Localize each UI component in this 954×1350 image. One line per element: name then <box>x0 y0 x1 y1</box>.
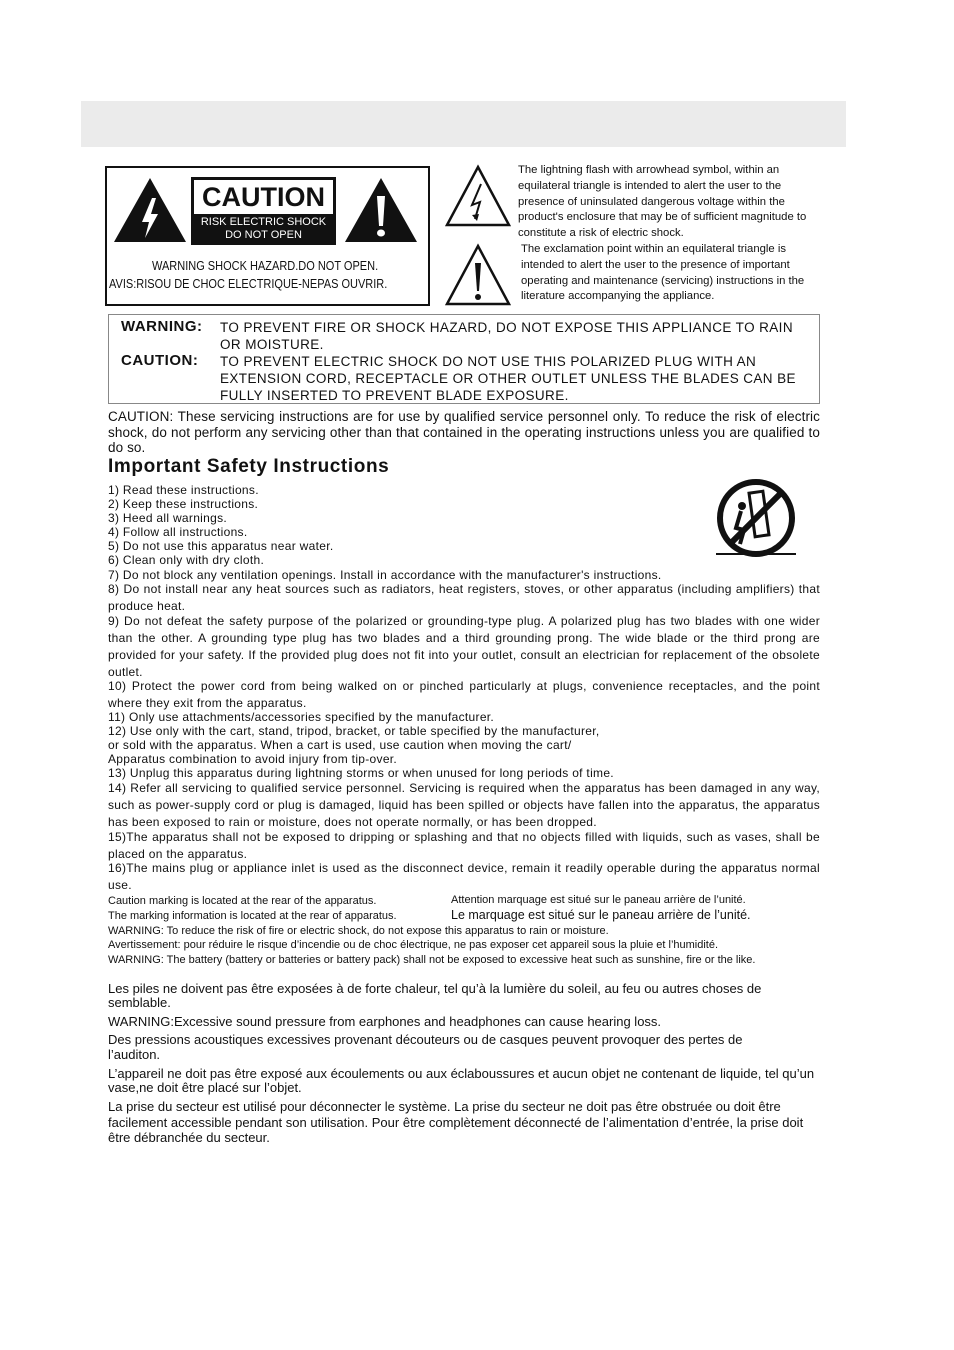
marking-info-fr: Le marquage est situé sur le paneau arrière de l’unité. <box>451 908 751 922</box>
section-title: Important Safety Instructions <box>108 456 390 477</box>
caution-avis-line: AVIS:RISOU DE CHOC ELECTRIQUE-NEPAS OUVRIR. <box>109 277 388 291</box>
warning-box <box>108 314 820 404</box>
pressions-note: Des pressions acoustiques excessives provenant découteurs ou de casques peuvent provoquer des pertes de l’auditon. <box>108 1032 743 1062</box>
instruction-2: 2) Keep these instructions. <box>108 497 259 511</box>
instruction-12c: Apparatus combination to avoid injury from tip-over. <box>108 752 398 766</box>
caution-text: TO PREVENT ELECTRIC SHOCK DO NOT USE THIS POLARIZED PLUG WITH AN EXTENSION CORD, RECEPTACLE OR OTHER OUTLET UNLESS THE BLADES CAN BE FULLY INSERTED TO PREVENT BLADE EXPOSURE. <box>220 354 796 403</box>
instruction-6: 6) Clean only with dry cloth. <box>108 553 265 567</box>
marking-info-en: The marking information is located at the rear of apparatus. <box>108 910 397 922</box>
header-bar <box>81 101 846 147</box>
lightning-warning-icon <box>112 176 188 244</box>
warning-heading: WARNING: <box>121 318 203 335</box>
caution-word: CAUTION <box>194 180 333 214</box>
caution-marking-fr: Attention marquage est situé sur le paneau arrière de l’unité. <box>451 894 746 906</box>
instruction-10: 10) Protect the power cord from being walked on or pinched particularly at plugs, convenience receptacles, and the point where they exit from the apparatus. <box>108 679 820 710</box>
instruction-12a: 12) Use only with the cart, stand, tripod, bracket, or table specified by the manufacturer, <box>108 724 600 738</box>
caution-sub-1: RISK ELECTRIC SHOCK <box>200 216 327 228</box>
appareil-note: L’appareil ne doit pas être exposé aux écoulements ou aux éclaboussures et aucun objet ne contenant de liquide, tel qu’un vase,ne doit être placé sur l’objet. <box>108 1066 815 1095</box>
instruction-13: 13) Unplug this apparatus during lightning storms or when unused for long periods of time. <box>108 766 614 780</box>
instruction-1: 1) Read these instructions. <box>108 483 259 497</box>
piles-note: Les piles ne doivent pas être exposées à de forte chaleur, tel qu’à la lumière du soleil, au feu ou autres choses de semblable. <box>108 981 762 1010</box>
instruction-15: 15)The apparatus shall not be exposed to dripping or splashing and that no objects filled with liquids, such as vases, shall be placed on the apparatus. <box>108 830 820 861</box>
instruction-9: 9) Do not defeat the safety purpose of the polarized or grounding-type plug. A polarized plug has two blades with one wider than the other. A grounding type plug has two blades and a third grounding prong. The wide blade or the third prong are provided for your safety. If the provided plug does not fit into your outlet, consult an electrician for replacement of the obsolete outlet. <box>108 614 820 679</box>
warning-text: TO PREVENT FIRE OR SHOCK HAZARD, DO NOT EXPOSE THIS APPLIANCE TO RAIN OR MOISTURE. <box>220 320 793 352</box>
instruction-8: 8) Do not install near any heat sources such as radiators, heat registers, stoves, or other apparatus (including amplifiers) that produce heat. <box>108 582 820 613</box>
avertissement-note: Avertissement: pour réduire le risque d’incendie ou de choc électrique, ne pas exposer cet appareil sous la pluie et l’humidité. <box>108 939 719 951</box>
caution-warning-line: WARNING SHOCK HAZARD.DO NOT OPEN. <box>152 259 379 273</box>
instruction-14: 14) Refer all servicing to qualified service personnel. Servicing is required when the apparatus has been damaged in any way, such as power-supply cord or plug is damaged, liquid has been spilled or objects have fallen into the apparatus, the apparatus has been exposed to rain or moisture, does not operate normally, or has been dropped. <box>108 781 820 829</box>
caution-heading: CAUTION: <box>121 352 199 369</box>
instruction-5: 5) Do not use this apparatus near water. <box>108 539 334 553</box>
caution-sub-2: DO NOT OPEN <box>225 229 302 241</box>
prise-note: La prise du secteur est utilisé pour déconnecter le système. La prise du secteur ne doit pas être obstruée ou doit être facilement accessible pendant son utilisation. Pour être complètement déconnecté de l’alimentation d’entrée, la prise doit être débranchée du secteur. <box>108 1099 804 1145</box>
caution-marking-en: Caution marking is located at the rear of the apparatus. <box>108 895 377 907</box>
sound-warning-note: WARNING:Excessive sound pressure from earphones and headphones can cause hearing loss. <box>108 1014 662 1029</box>
instruction-11: 11) Only use attachments/accessories specified by the manufacturer. <box>108 710 495 724</box>
instruction-12b: or sold with the apparatus. When a cart is used, use caution when moving the cart/ <box>108 738 572 752</box>
warning-battery-note: WARNING: The battery (battery or batteries or battery pack) shall not be exposed to excessive heat such as sunshine, fire or the like. <box>108 954 756 966</box>
lightning-triangle-icon <box>444 164 512 228</box>
instruction-7: 7) Do not block any ventilation openings. Install in accordance with the manufacturer's instructions. <box>108 568 662 582</box>
instruction-16: 16)The mains plug or appliance inlet is used as the disconnect device, remain it readily operable during the apparatus normal use. <box>108 861 820 892</box>
lightning-description: The lightning flash with arrowhead symbol, within an equilateral triangle is intended to alert the user to the presence of uninsulated dangerous voltage within the product's enclosure that may be of sufficient magnitude to constitute a risk of electric shock. <box>518 164 807 240</box>
servicing-caution: CAUTION: These servicing instructions are for use by qualified service personnel only. To reduce the risk of electric shock, do not perform any servicing other than that contained in the operating instructions unless you are qualified to do so. <box>108 409 820 455</box>
cart-tip-over-icon <box>714 478 798 558</box>
instruction-3: 3) Heed all warnings. <box>108 511 228 525</box>
instruction-4: 4) Follow all instructions. <box>108 525 248 539</box>
exclamation-description: The exclamation point within an equilateral triangle is intended to alert the user to the presence of important operating and maintenance (servicing) instructions in the literature accompanying the appliance. <box>521 243 805 303</box>
caution-label-box <box>105 166 430 306</box>
exclamation-warning-icon <box>343 176 419 244</box>
exclamation-triangle-icon <box>444 243 512 307</box>
warning-fire-note: WARNING: To reduce the risk of fire or electric shock, do not expose this apparatus to rain or moisture. <box>108 925 609 937</box>
caution-sign <box>191 177 336 245</box>
